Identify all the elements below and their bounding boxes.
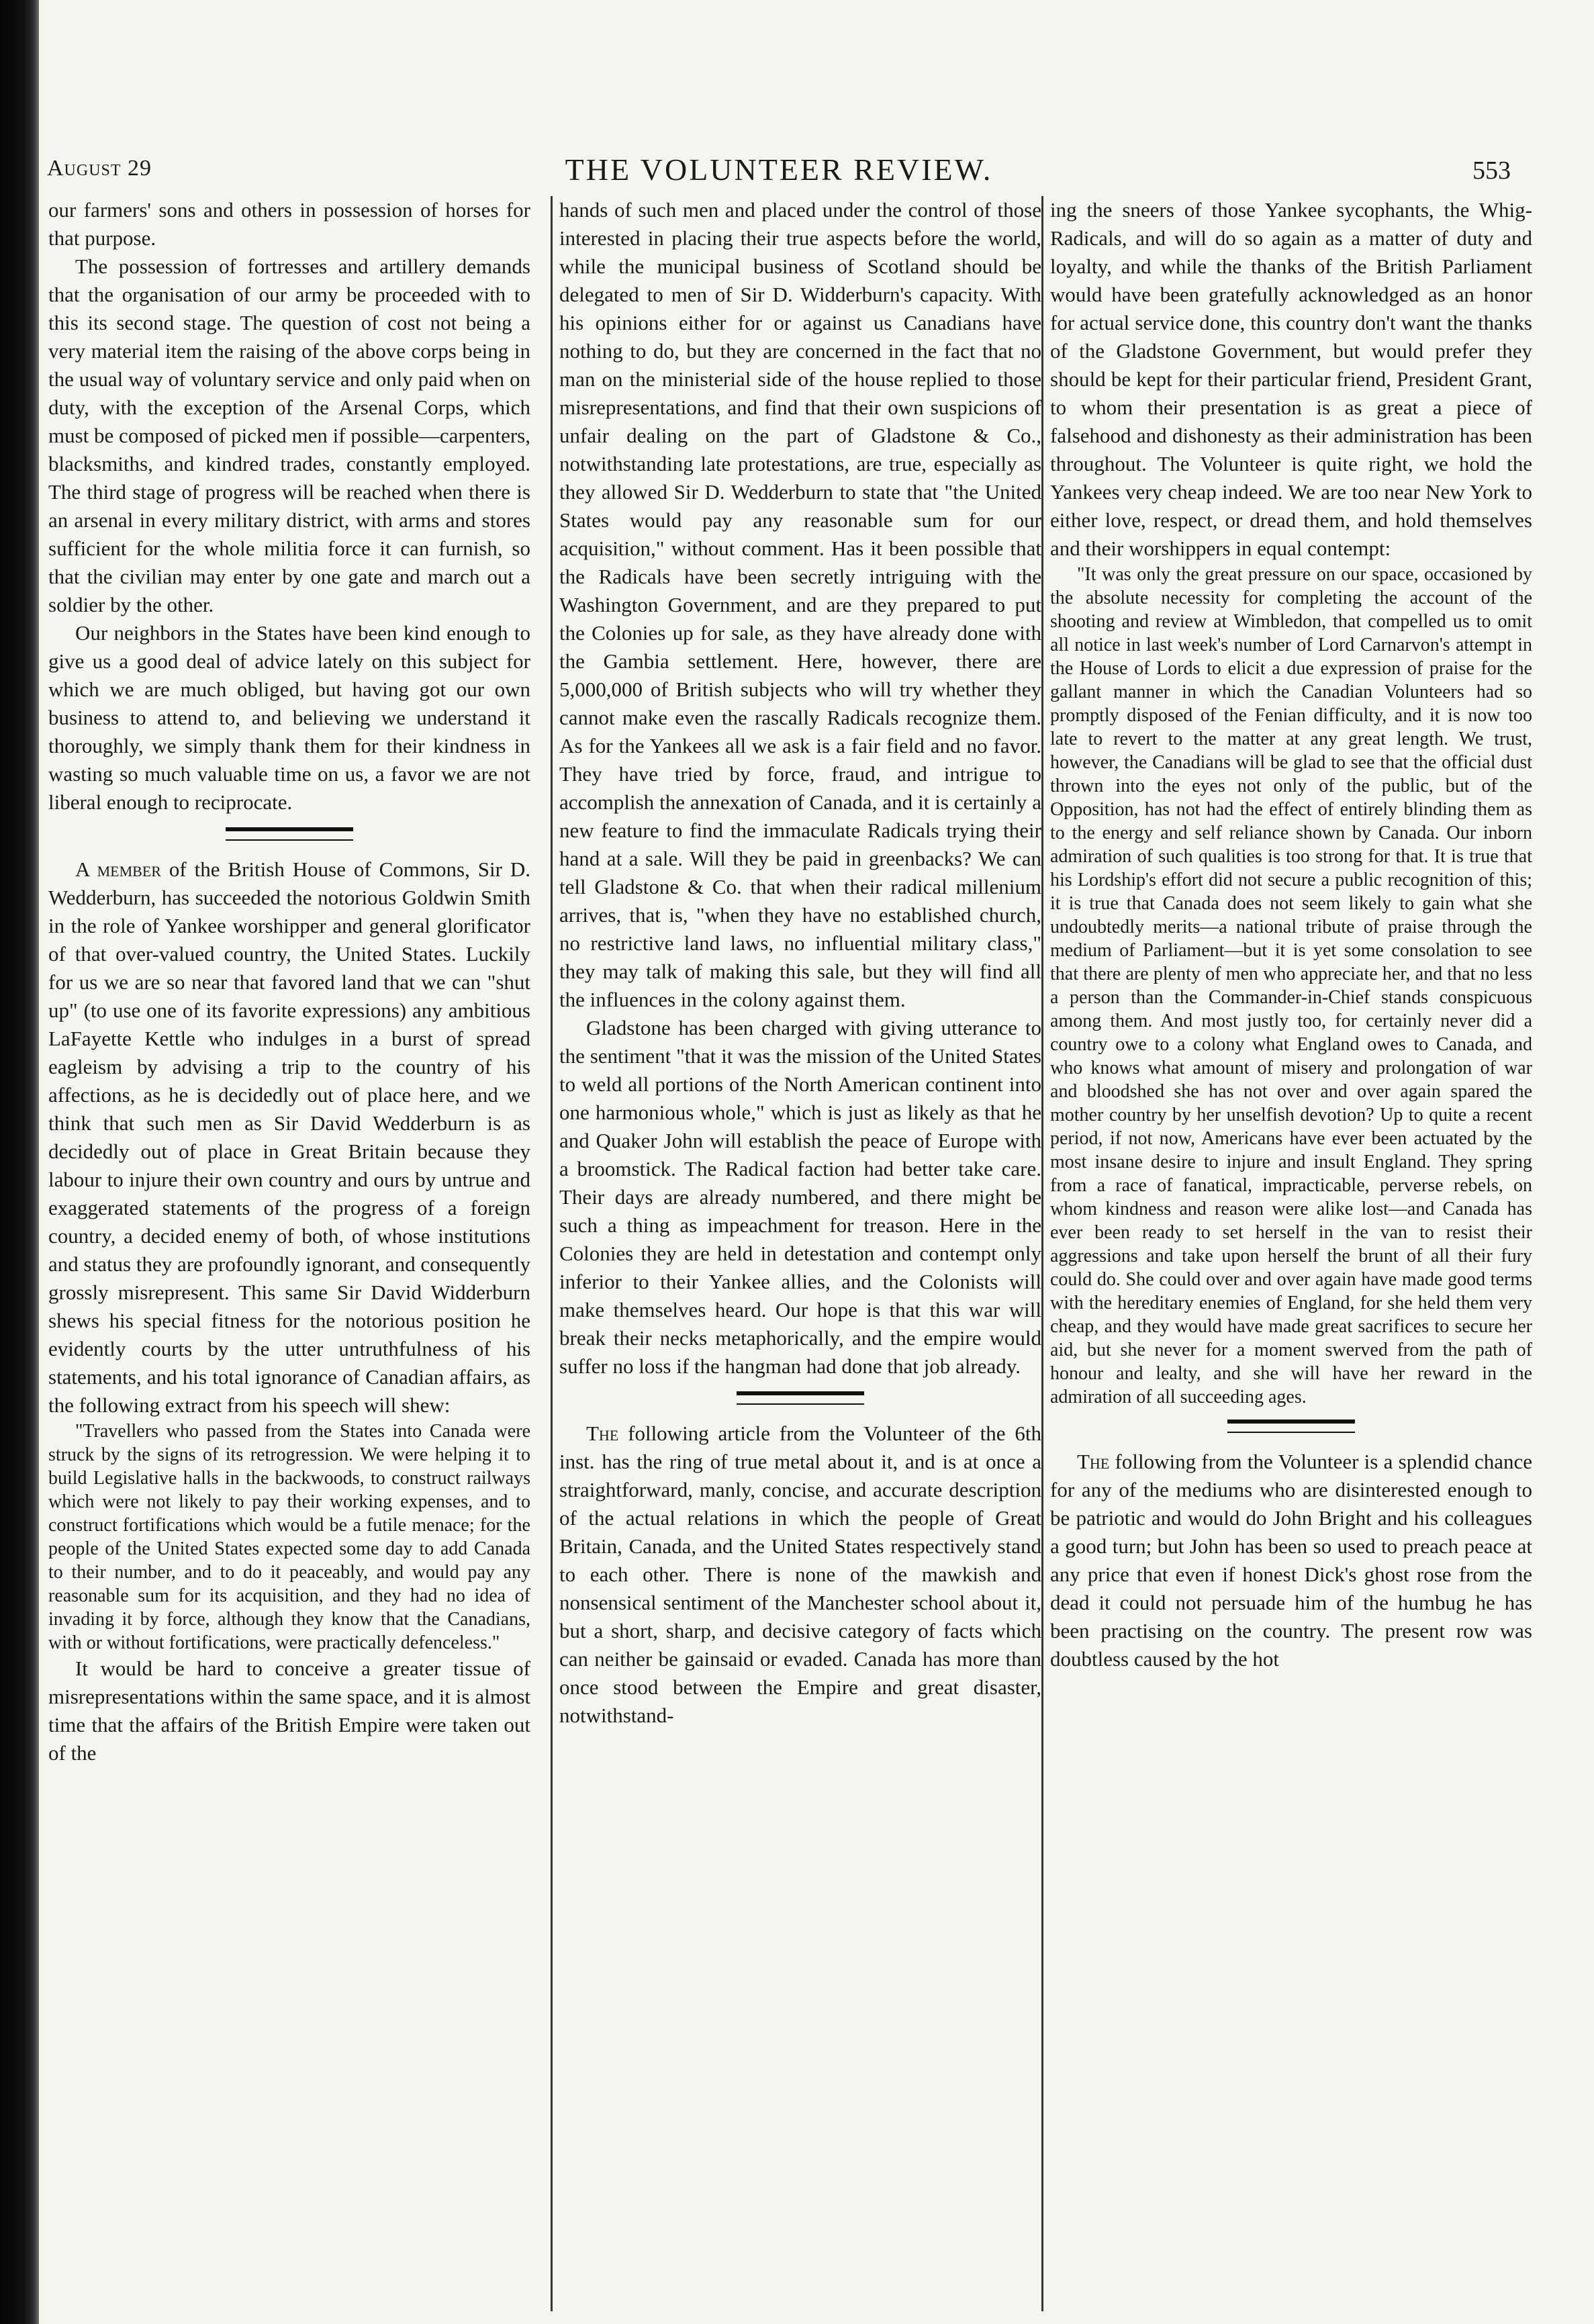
article-paragraph bbox=[48, 855, 530, 1420]
article-paragraph bbox=[1050, 1448, 1532, 1673]
section-divider-rule bbox=[226, 827, 353, 841]
page-number: 553 bbox=[1472, 156, 1511, 185]
column-3 bbox=[1041, 196, 1532, 2311]
quoted-extract: "It was only the great pressure on our space, occasioned by the absolute necessity for completing the account of the shooting and review at Wimbledon, that compelled us to omit all notice in last week's number of Lord Carnarvon's attempt in the House of Lords to elicit a due expression of praise for the gallant manner in which the Canadian Volunteers had so promptly disposed of the Fenian difficulty, and it is now too late to revert to the matter at any great length. We trust, however, the Canadians will be glad to see that the official dust thrown into the eyes not only of the public, but of the Opposition, has not had the effect of entirely blinding them as to the energy and self reliance shown by Canada. Our inborn admiration of such qualities is too strong for that. It is true that his Lordship's effort did not secure a public recognition of this; it is true that Canada does not seem likely to gain what she undoubtedly merits—a national tribute of praise through the medium of Parliament—but it is yet some consolation to see that there are plenty of men who appreciate her, and that no less a person than the Commander-in-Chief stands conspicuous among them. And most justly too, for certainly never did a country owe to a colony what England owes to Canada, and who knows what amount of misery and prolongation of war and bloodshed she has not over and over again spared the mother country by her unselfish devotion? Up to quite a recent period, if not now, Americans have ever been actuated by the most insane desire to injure and insult England. They spring from a race of fanatical, impracticable, perverse rebels, on whom kindness and reason were alike lost—and Canada has ever been ready to set herself in the van to resist their aggressions and take upon herself the brunt of all their fury could do. She could over and over again have made good terms with the hereditary enemies of England, for she held them very cheap, and they would have made great sacrifices to secure her aid, but she never for a moment swerved from the path of honour and lealty, and she will have her reward in the admiration of all succeeding ages. bbox=[1050, 564, 1532, 1407]
section-divider-rule bbox=[1227, 1420, 1355, 1433]
column-1 bbox=[48, 196, 530, 2311]
paragraph-text: following from the Volunteer is a splendid chance for any of the mediums who are disinterested enough to be patriotic and would do John Bright and his colleagues a good turn; but John has been so used to preach peace at any price that even if honest Dick's ghost rose from the dead it could not persuade him of the humbug he has been practising on the country. The present row was doubtless caused by the hot bbox=[1050, 1450, 1532, 1671]
section-divider-rule bbox=[737, 1391, 864, 1405]
paragraph-text: following article from the Volunteer of the 6th inst. has the ring of true metal about it, and is at once a straightforward, manly, concise, and accurate description of the actual relations in which the people of Great Britain, Canada, and the United States respectively stand to each other. There is none of the mawkish and nonsensical sentiment of the Manchester school about it, but a short, sharp, and decisive category of facts which can neither be gainsaid or evaded. Canada has more than once stood between the Empire and great disaster, notwithstand- bbox=[559, 1422, 1041, 1727]
lead-in-word: The bbox=[586, 1422, 619, 1445]
page-header bbox=[47, 148, 1511, 195]
article-paragraph: It would be hard to conceive a greater tissue of misrepresentations within the same space, and it is almost time that the affairs of the British Empire were taken out of the bbox=[48, 1657, 530, 1765]
article-paragraph: ing the sneers of those Yankee sycophants, the Whig-Radicals, and will do so again as a matter of duty and loyalty, and while the thanks of the British Parliament would have been gratefully acknowledged as an honor for actual service done, this country don't want the thanks of the Gladstone Government, but would prefer they should be kept for their particular friend, President Grant, to whom their presentation is as great a piece of falsehood and dishonesty as their administration has been throughout. The Volunteer is quite right, we hold the Yankees very cheap indeed. We are too near New York to either love, respect, or dread them, and hold themselves and their worshippers in equal contempt: bbox=[1050, 198, 1532, 560]
header-date: August 29 bbox=[47, 156, 152, 181]
paragraph-text: of the British House of Commons, Sir D. Wedderburn, has succeeded the notorious Goldwin Smith in the role of Yankee worshipper and general glorificator of that over-valued country, the United States. Luckily for us we are so near that favored land that we can "shut up" (to use one of its favorite expressions) any ambitious LaFayette Kettle who indulges in a burst of spread eagleism by advising a trip to the country of his affections, as he is decidedly out of place here, and we think that such men as Sir David Wedderburn is as decidedly out of place in Great Britain because they labour to injure their own country and ours by untrue and exaggerated statements of the progress of a foreign country, a decided enemy of both, of whose institutions and status they are profoundly ignorant, and consequently grossly misrepresent. This same Sir David Widderburn shews his special fitness for the notorious position he evidently courts by the utter untruthfulness of his statements, and his total ignorance of Canadian affairs, as the following extract from his speech will shew: bbox=[48, 857, 530, 1417]
lead-in-word: A member bbox=[75, 857, 161, 881]
newspaper-title: THE VOLUNTEER REVIEW. bbox=[565, 152, 993, 187]
article-paragraph bbox=[559, 1420, 1041, 1730]
article-paragraph: our farmers' sons and others in possession of horses for that purpose. bbox=[48, 198, 530, 250]
page-binding-edge bbox=[0, 0, 39, 2324]
quoted-extract: "Travellers who passed from the States into Canada were struck by the signs of its retrogression. We were helping it to build Legislative halls in the backwoods, to construct railways which were not likely to pay their working expenses, and to construct fortifications which would be a futile menace; for the people of the United States expected some day to add Canada to their number, and to do it peaceably, and would pay any reasonable sum for its acquisition, and they had no idea of invading it by force, although they know that the Canadians, with or without fortifications, were practically defenceless." bbox=[48, 1421, 530, 1653]
article-paragraph: Gladstone has been charged with giving utterance to the sentiment "that it was the mission of the United States to weld all portions of the North American continent into one harmonious whole," which is just as likely as that he and Quaker John will establish the peace of Europe with a broomstick. The Radical faction had better take care. Their days are already numbered, and there might be such a thing as impeachment for treason. Here in the Colonies they are held in detestation and contempt only inferior to their Yankee allies, and the Colonists will make themselves heard. Our hope is that this war will break their necks metaphorically, and the empire would suffer no loss if the hangman had done that job already. bbox=[559, 1016, 1041, 1378]
column-2 bbox=[551, 196, 1041, 2311]
article-paragraph: hands of such men and placed under the control of those interested in placing their true aspects before the world, while the municipal business of Scotland should be delegated to men of Sir D. Widderburn's capacity. With his opinions either for or against us Canadians have nothing to do, but they are concerned in the fact that no man on the ministerial side of the house replied to those misrepresentations, and find that their own suspicions of unfair dealing on the part of Gladstone & Co., notwithstanding late protestations, are true, especially as they allowed Sir D. Wedderburn to state that "the United States would pay any reasonable sum for our acquisition," without comment. Has it been possible that the Radicals have been secretly intriguing with the Washington Government, and are they prepared to put the Colonies up for sale, as they have already done with the Gambia settlement. Here, however, there are 5,000,000 of British subjects who will try whether they cannot make even the rascally Radicals recognize them. As for the Yankees all we ask is a fair field and no favor. They have tried by force, fraud, and intrigue to accomplish the annexation of Canada, and it is certainly a new feature to find the immaculate Radicals trying their hand at a sale. Will they be paid in greenbacks? We can tell Gladstone & Co. that when their radical millenium arrives, that is, "when they have no established church, no restrictive land laws, no influential military class," they may talk of making this sale, but they will find all the influences in the colony against them. bbox=[559, 198, 1041, 1011]
article-paragraph: The possession of fortresses and artillery demands that the organisation of our army be proceeded with to this its second stage. The question of cost not being a very material item the raising of the above corps being in the usual way of voluntary service and only paid when on duty, with the exception of the Arsenal Corps, which must be composed of picked men if possible—carpenters, blacksmiths, and kindred trades, constantly employed. The third stage of progress will be reached when there is an arsenal in every military district, with arms and stores sufficient for the whole militia force it can furnish, so that the civilian may enter by one gate and march out a soldier by the other. bbox=[48, 254, 530, 616]
lead-in-word: The bbox=[1077, 1450, 1110, 1473]
article-paragraph: Our neighbors in the States have been kind enough to give us a good deal of advice lately on this subject for which we are much obliged, but having got our own business to attend to, and believing we understand it thoroughly, we simply thank them for their kindness in wasting so much valuable time on us, a favor we are not liberal enough to reciprocate. bbox=[48, 621, 530, 814]
